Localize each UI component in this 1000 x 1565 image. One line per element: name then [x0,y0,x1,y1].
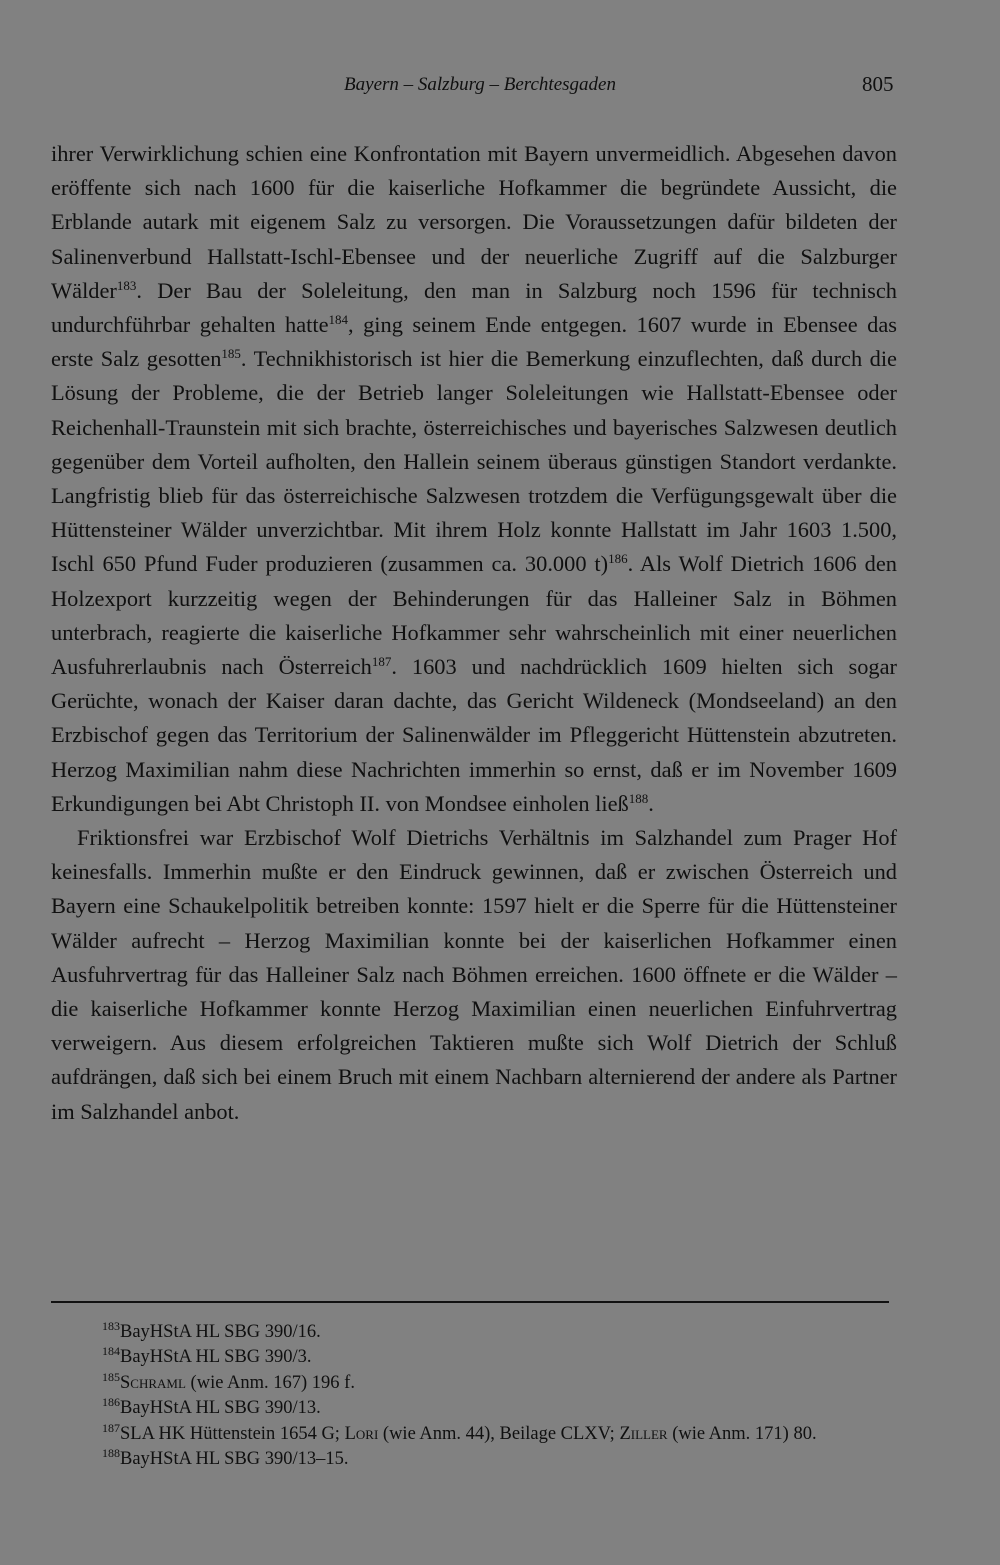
footnotes [46,1320,892,1472]
author-name: Schraml [120,1372,186,1393]
footnote-ref-187: 187 [371,654,392,670]
text-run: , ging seinem Ende entgegen. 1607 wurde in Ebensee das erste Salz gesotten [51,312,897,372]
footnote-text: BayHStA HL SBG 390/3. [120,1347,312,1368]
footnote-185: 185Schraml (wie Anm. 167) 196 f. [102,1369,355,1393]
running-title: Bayern – Salzburg – Berchtesgaden [344,74,616,95]
paragraph-2: Friktionsfrei war Erzbischof Wolf Dietrichs Verhältnis im Salzhandel zum Prager Hof keinesfalls. Immerhin mußte er den Eindruck gewinnen, daß er zwischen Österreich und Bayern eine Schaukelpolitik betreiben konnte: 1597 hielt er die Sperre für die Hüttensteiner Wälder aufrecht – Herzog Maximilian konnte bei der kaiserlichen Hofkammer einen Ausfuhrvertrag für das Halleiner Salz nach Böhmen erreichen. 1600 öffnete er die Wälder – die kaiserliche Hofkammer konnte Herzog Maximilian einen neuerlichen Einfuhrvertrag verweigern. Aus diesem erfolgreichen Taktieren mußte sich Wolf Dietrich der Schluß aufdrängen, daß sich bei einem Bruch mit einem Nachbarn alternierend der andere als Partner im Salzhandel anbot. [51,825,897,1124]
footnote-text: SLA HK Hüttenstein 1654 G; [120,1423,345,1444]
main-text [51,137,897,1129]
footnote-text: BayHStA HL SBG 390/16. [120,1322,321,1342]
footnote-ref-185: 185 [221,346,241,362]
footnote-text: BayHStA HL SBG 390/13. [120,1398,321,1419]
footnote-184: 184BayHStA HL SBG 390/3. [102,1344,312,1368]
text-run: . Als Wolf Dietrich 1606 den Holzexport kurzzeitig wegen der Behinderungen für das Halleiner Salz in Böhmen unterbrach, reagierte die kaiserliche Hofkammer sehr wahrscheinlich mit einer neuerlichen Ausfuhrerlaubnis nach Österreich [51,551,898,680]
page-number: 805 [862,72,894,96]
footnote-ref-188: 188 [628,790,649,806]
text-run: . 1603 und nachdrücklich 1609 hielten sich sogar Gerüchte, wonach der Kaiser daran dachte, das Gericht Wildeneck (Mondseeland) an den Erzbischof gegen das Territorium der Salinenwälder im Pfleggericht Hüttenstein abzutreten. Herzog Maximilian nahm diese Nachrichten immerhin so ernst, daß er im November 1609 Erkundigungen bei Abt Christoph II. von Mondsee einholen ließ [51,654,898,816]
footnote-183: 183BayHStA HL SBG 390/16. [102,1319,321,1342]
text-run: . Technikhistorisch ist hier die Bemerkung einzuflechten, daß durch die Lösung der Probleme, die der Betrieb langer Soleleitungen wie Hallstatt-Ebensee oder Reichenhall-Traunstein mit sich brachte, österreichisches und bayerisches Salzwesen deutlich gegenüber dem Vorteil aufholten, den Hallein seinem überaus günstigen Standort verdankte. Langfristig blieb für das österreichische Salzwesen trotzdem die Verfügungsgewalt über die Hüttensteiner Wälder unverzichtbar. Mit ihrem Holz konnte Hallstatt im Jahr 1603 1.500, Ischl 650 Pfund Fuder produzieren (zusammen ca. 30.000 t) [51,346,897,577]
text-run: . [648,790,654,816]
footnote-text: (wie Anm. 171) 80. [667,1423,817,1444]
footnote-text: (wie Anm. 167) 196 f. [185,1372,355,1393]
footnote-ref-183: 183 [116,277,137,293]
footnote-186: 186BayHStA HL SBG 390/13. [102,1395,321,1419]
footnote-188: 188BayHStA HL SBG 390/13–15. [102,1446,349,1470]
text-run: . Der Bau der Soleleitung, den man in Salzburg noch 1596 für technisch undurchführbar gehalten hatte [51,277,897,338]
author-name: Lori [344,1423,379,1444]
footnote-separator [51,1301,889,1303]
text-run: ihrer Verwirklichung schien eine Konfrontation mit Bayern unvermeidlich. Abgesehen davon eröffente sich nach 1600 für die kaiserliche Hofkammer die begründete Aussicht, die Erblande autark mit eigenem Salz zu versorgen. Die Voraussetzungen dafür bildeten der Salinenverbund Hallstatt-Ischl-Ebensee und der neuerliche Zugriff auf die Salzburger Wälder [51,141,897,303]
footnote-text: (wie Anm. 44), Beilage CLXV; [378,1423,620,1444]
footnote-ref-186: 186 [608,551,628,567]
author-name: Ziller [619,1423,668,1444]
footnote-ref-184: 184 [328,312,349,328]
footnote-text: BayHStA HL SBG 390/13–15. [120,1449,349,1470]
footnote-187: 187SLA HK Hüttenstein 1654 G; Lori (wie Anm. 44), Beilage CLXV; Ziller (wie Anm. 171) 80. [102,1420,817,1444]
paragraph-1 [51,137,897,821]
